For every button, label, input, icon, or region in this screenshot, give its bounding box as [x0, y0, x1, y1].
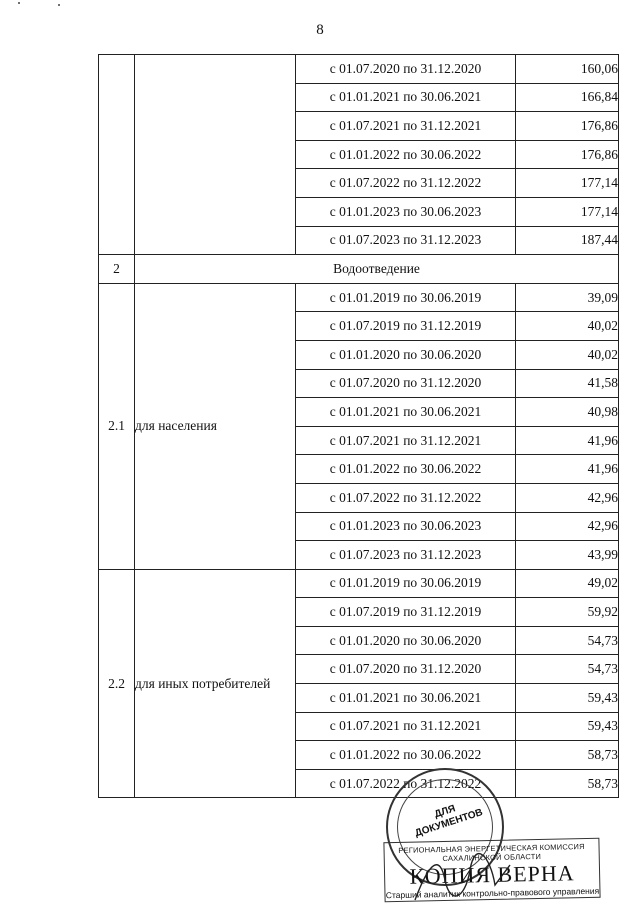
value-cell: 39,09: [516, 283, 619, 312]
value-cell: 176,86: [516, 140, 619, 169]
group-name-cell: для иных потребителей: [135, 569, 296, 798]
signature: [410, 850, 520, 905]
period-cell: с 01.07.2020 по 31.12.2020: [296, 55, 516, 84]
period-cell: с 01.01.2021 по 30.06.2021: [296, 83, 516, 112]
group-number-cell: [99, 55, 135, 255]
period-cell: с 01.01.2021 по 30.06.2021: [296, 684, 516, 713]
period-cell: с 01.07.2021 по 31.12.2021: [296, 426, 516, 455]
value-cell: 41,58: [516, 369, 619, 398]
period-cell: с 01.01.2020 по 30.06.2020: [296, 626, 516, 655]
tariff-table: [98, 54, 619, 798]
value-cell: 177,14: [516, 197, 619, 226]
value-cell: 176,86: [516, 112, 619, 141]
period-cell: с 01.07.2022 по 31.12.2022: [296, 769, 516, 798]
period-cell: с 01.07.2019 по 31.12.2019: [296, 598, 516, 627]
period-cell: с 01.07.2020 по 31.12.2020: [296, 369, 516, 398]
period-cell: с 01.01.2020 по 30.06.2020: [296, 340, 516, 369]
period-cell: с 01.07.2023 по 31.12.2023: [296, 541, 516, 570]
value-cell: 59,92: [516, 598, 619, 627]
period-cell: с 01.07.2023 по 31.12.2023: [296, 226, 516, 255]
value-cell: 42,96: [516, 512, 619, 541]
page-number: 8: [316, 22, 324, 38]
value-cell: 59,43: [516, 712, 619, 741]
period-cell: с 01.01.2022 по 30.06.2022: [296, 140, 516, 169]
value-cell: 177,14: [516, 169, 619, 198]
group-number-cell: 2.2: [99, 569, 135, 798]
table-row: [99, 569, 619, 598]
scan-speck: [18, 2, 20, 4]
section-header-row: [99, 255, 619, 284]
value-cell: 58,73: [516, 741, 619, 770]
seal-text: ДЛЯ ДОКУМЕНТОВ: [413, 803, 485, 840]
value-cell: 166,84: [516, 83, 619, 112]
value-cell: 54,73: [516, 655, 619, 684]
value-cell: 59,43: [516, 684, 619, 713]
value-cell: 160,06: [516, 55, 619, 84]
period-cell: с 01.01.2023 по 30.06.2023: [296, 512, 516, 541]
value-cell: 43,99: [516, 541, 619, 570]
period-cell: с 01.01.2021 по 30.06.2021: [296, 398, 516, 427]
period-cell: с 01.07.2020 по 31.12.2020: [296, 655, 516, 684]
group-name-cell: [135, 55, 296, 255]
value-cell: 187,44: [516, 226, 619, 255]
period-cell: с 01.01.2022 по 30.06.2022: [296, 455, 516, 484]
section-number: 2: [99, 255, 135, 284]
value-cell: 42,96: [516, 483, 619, 512]
period-cell: с 01.07.2019 по 31.12.2019: [296, 312, 516, 341]
value-cell: 40,98: [516, 398, 619, 427]
value-cell: 41,96: [516, 426, 619, 455]
period-cell: с 01.07.2022 по 31.12.2022: [296, 169, 516, 198]
period-cell: с 01.07.2022 по 31.12.2022: [296, 483, 516, 512]
section-title: Водоотведение: [135, 255, 619, 284]
group-name-cell: для населения: [135, 283, 296, 569]
group-number-cell: 2.1: [99, 283, 135, 569]
value-cell: 41,96: [516, 455, 619, 484]
value-cell: 58,73: [516, 769, 619, 798]
period-cell: с 01.07.2021 по 31.12.2021: [296, 712, 516, 741]
period-cell: с 01.01.2019 по 30.06.2019: [296, 569, 516, 598]
period-cell: с 01.01.2019 по 30.06.2019: [296, 283, 516, 312]
scan-speck: [58, 4, 60, 6]
period-cell: с 01.07.2021 по 31.12.2021: [296, 112, 516, 141]
value-cell: 40,02: [516, 340, 619, 369]
value-cell: 49,02: [516, 569, 619, 598]
stamp-position: Старший аналитик контрольно-правового управления: [385, 885, 600, 901]
stamp-copy-mark: КОПИЯ ВЕРНА: [409, 860, 575, 889]
value-cell: 40,02: [516, 312, 619, 341]
stamp-organization: РЕГИОНАЛЬНАЯ ЭНЕРГЕТИЧЕСКАЯ КОМИССИЯ САХАЛИНСКОЙ ОБЛАСТИ: [398, 842, 585, 864]
period-cell: с 01.01.2023 по 30.06.2023: [296, 197, 516, 226]
tariff-table-body: [99, 55, 619, 798]
table-row: [99, 55, 619, 84]
table-row: [99, 283, 619, 312]
period-cell: с 01.01.2022 по 30.06.2022: [296, 741, 516, 770]
value-cell: 54,73: [516, 626, 619, 655]
